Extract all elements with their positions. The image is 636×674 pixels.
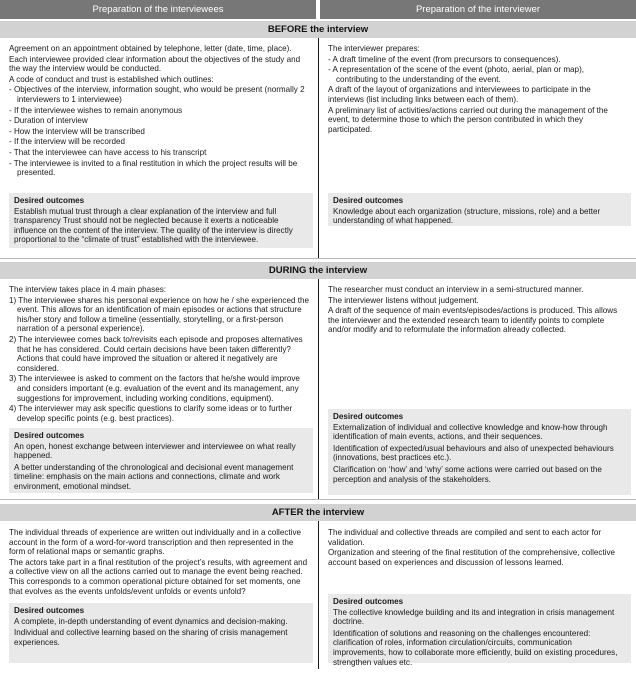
paragraph: Organization and steering of the final restitution of the comprehensive, collective account based on experiences and discussion of lessons learned. — [328, 548, 616, 567]
phase-item: 4) The interviewer may ask specific questions to clarify some ideas or to further develop specific points (e.g. best practices). — [9, 404, 293, 423]
outcome-title: Desired outcomes — [333, 412, 404, 421]
bullet-item: - A draft timeline of the event (from precursors to consequences). — [328, 54, 561, 64]
bullet-item: - Duration of interview — [9, 116, 88, 126]
outcome-title: Desired outcomes — [14, 431, 85, 440]
paragraph: The individual threads of experience are written out individually and in a collective account in the form of a word-for-word transcription and then represented in the form of relational maps or semantic graphs. — [9, 528, 301, 557]
section-title-after: AFTER the interview — [0, 504, 636, 521]
outcome-text: Identification of solutions and reasoning on the challenges encountered: clarification of roles, information circulation/circuits, communication improvements, how to collaborate more efficiently, build on existing procedures, strengthen values etc. — [333, 628, 618, 667]
after-right-text — [328, 528, 628, 568]
outcome-title: Desired outcomes — [14, 606, 85, 615]
before-right-text — [328, 44, 628, 135]
after-left-text — [9, 528, 309, 597]
paragraph: Agreement on an appointment obtained by telephone, letter (date, time, place). — [9, 44, 292, 53]
bullet-item: - If the interviewee wishes to remain anonymous — [9, 105, 183, 115]
paragraph: The interviewer listens without judgement. — [328, 295, 479, 305]
bullet-item: - How the interview will be transcribed — [9, 126, 145, 136]
paragraph: The interview takes place in 4 main phases: — [9, 285, 167, 294]
during-left-outcomes — [9, 428, 313, 493]
bullet-item: - The interviewee is invited to a final restitution in which the project results will be presented. — [9, 158, 298, 178]
paragraph: The actors take part in a final restitution of the project’s results, with agreement and a collective view on all the actions carried out to manage the event being reached. This corresponds to a common operational picture obtained for set moments, one that evolves as the events unfolds/event unfolds or events unfold? — [9, 557, 308, 596]
paragraph: A draft of the layout of organizations and interviewees to participate in the interviews (list including links between each of them). — [328, 85, 591, 104]
outcome-text: A better understanding of the chronological and decisional event management timeline: emphasis on the main actions and connections, climate and work environment, emotional mindset. — [14, 462, 294, 491]
outcome-text: Knowledge about each organization (structure, missions, role) and a better understanding of what happened. — [333, 206, 601, 226]
header-interviewees: Preparation of the interviewees — [0, 0, 316, 19]
bullet-item: - That the interviewee can have access to his transcript — [9, 147, 207, 157]
outcome-title: Desired outcomes — [14, 196, 85, 205]
phase-item: 1) The interviewee shares his personal experience on how he / she experienced the event. This allows for an identification of main episodes or actions that structure his/her story and follow a timeline (essentially, storytelling, or a first-person narration of a personal experience). — [9, 295, 309, 334]
after-left-outcomes — [9, 603, 313, 663]
bullet-item: - Objectives of the interview, information sought, who would be present (normally 2 interviewers to 1 interviewee) — [9, 85, 305, 104]
outcome-text: Establish mutual trust through a clear explanation of the interview and full transparency Trust should not be neglected because it exerts a noticeable influence on the content of the interview. The quality of the interview is directly proportional to the “climate of trust” established with the interviewee. — [14, 206, 293, 245]
during-left-text — [9, 285, 309, 424]
before-left-text — [9, 44, 309, 179]
after-right-outcomes — [328, 594, 631, 667]
column-divider — [318, 279, 319, 499]
column-divider — [318, 521, 319, 669]
bullet-item: - A representation of the scene of the event (photo, aerial, plan or map), contributing to the understanding of the event. — [328, 65, 585, 84]
outcome-text: Identification of expected/usual behaviours and also of unexpected behaviours (innovations, best practices etc.). — [333, 443, 614, 463]
outcome-title: Desired outcomes — [333, 196, 404, 205]
column-divider — [318, 38, 319, 258]
outcome-text: An open, honest exchange between interviewer and interviewee on what really happened. — [14, 441, 296, 461]
paragraph: Each interviewee provided clear information about the objectives of the study and the way the interview would be conducted. — [9, 54, 301, 74]
section-title-during: DURING the interview — [0, 262, 636, 279]
outcome-text: The collective knowledge building and its and integration in crisis management doctrine. — [333, 607, 615, 627]
outcome-text: Clarification on ‘how’ and ‘why’ some actions were carried out based on the perception and analysis of the stakeholders. — [333, 464, 602, 484]
section-divider — [0, 499, 636, 500]
header-interviewer: Preparation of the interviewer — [320, 0, 636, 19]
outcome-text: Individual and collective learning based on the sharing of crisis management experiences. — [14, 628, 288, 647]
phase-item: 3) The interviewee is asked to comment on the factors that he/she would improve and considers important (e.g. evaluation of the event and its management, any suggestions for improvement, including working conditions, equipment). — [9, 374, 300, 403]
paragraph: A preliminary list of activities/actions carried out during the management of the event, to determine those to which the person contributed in which they participated. — [328, 105, 608, 134]
before-left-outcomes — [9, 193, 313, 248]
bullet-item: - If the interview will be recorded — [9, 137, 126, 147]
outcome-text: A complete, in-depth understanding of event dynamics and decision-making. — [14, 616, 288, 626]
paragraph: A draft of the sequence of main events/episodes/actions is produced. This allows the interviewer and the extended research team to identify points to complete and/or modify and to reformulate the information already collected. — [328, 306, 618, 335]
paragraph: The researcher must conduct an interview in a semi-structured manner. — [328, 285, 584, 294]
paragraph: The individual and collective threads are compiled and sent to each actor for validation. — [328, 528, 602, 547]
before-right-outcomes — [328, 193, 631, 226]
outcome-text: Externalization of individual and collective knowledge and know-how through identification of main events, actions, and their sequences. — [333, 422, 608, 442]
phase-item: 2) The interviewee comes back to/revisits each episode and proposes alternatives that he has considered. Could certain decisions have been taken differently? Actions that could have improved the situation or altered it negatively are considered. — [9, 334, 303, 373]
paragraph: A code of conduct and trust is established which outlines: — [9, 74, 214, 84]
outcome-title: Desired outcomes — [333, 597, 404, 606]
paragraph: The interviewer prepares: — [328, 44, 420, 53]
section-divider — [0, 258, 636, 259]
during-right-text — [328, 285, 628, 336]
during-right-outcomes — [328, 409, 631, 495]
section-title-before: BEFORE the interview — [0, 21, 636, 38]
